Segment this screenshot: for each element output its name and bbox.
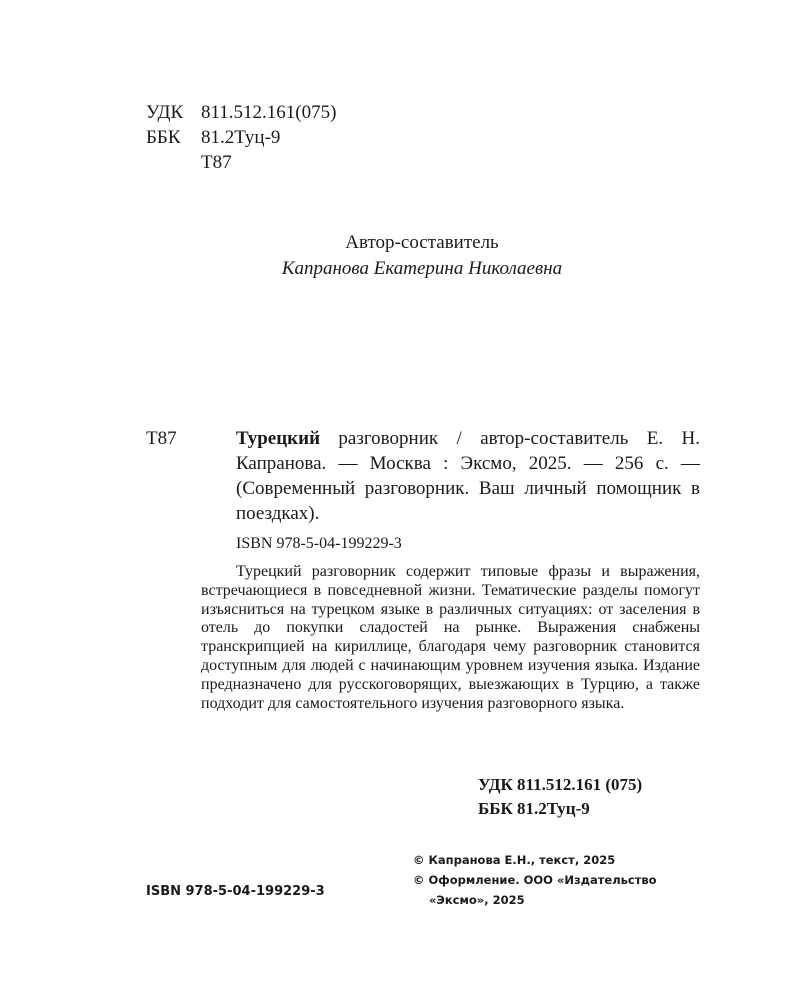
- author-mark: Т87: [201, 152, 232, 173]
- copyright-design-line: © Оформление. ООО «Издательство: [413, 873, 657, 887]
- udk-label: УДК: [146, 102, 184, 123]
- bbk-value: 81.2Туц-9: [201, 127, 281, 148]
- copyright-block: [413, 850, 713, 910]
- bibliographic-description: [236, 426, 700, 526]
- bib-description: разговорник / автор-составитель Е. Н. Капранова. — Москва : Эксмо, 2025. — 256 с. — (Современный разговорник. Ваш личный помощник в поездках).: [236, 428, 700, 524]
- bbk-label: ББК: [146, 127, 181, 148]
- bib-title: Турецкий: [236, 428, 321, 449]
- udk-bottom: УДК 811.512.161 (075): [478, 775, 643, 794]
- bbk-row: [146, 125, 336, 150]
- udk-value: 811.512.161(075): [201, 102, 337, 123]
- author-block: [0, 230, 800, 282]
- classification-block: [146, 100, 336, 175]
- udk-row: [146, 100, 336, 125]
- isbn-bottom: ISBN 978-5-04-199229-3: [146, 884, 325, 899]
- annotation-text: Турецкий разговорник содержит типовые фразы и выражения, встречающиеся в повседневной жизни. Тематические разделы помогут изъясниться на турецком языке в различных ситуациях: от заселения в отель до покупки сладостей на рынке. Выражения снабжены транскрипцией на кириллице, благодаря чему разговорник становится доступным для людей с начинающим уровнем изучения языка. Издание предназначено для русскоговорящих, выезжающих в Турцию, а также подходит для самостоятельного изучения разговорного языка.: [201, 563, 700, 712]
- classification-bottom: [478, 773, 642, 821]
- author-name: Капранова Екатерина Николаевна: [281, 258, 563, 279]
- bbk-bottom: ББК 81.2Туц-9: [478, 799, 590, 818]
- isbn-line: ISBN 978-5-04-199229-3: [236, 535, 402, 552]
- copyright-design-line-2: «Эксмо», 2025: [429, 893, 525, 907]
- copyright-text-line: © Капранова Е.Н., текст, 2025: [413, 853, 616, 867]
- author-role: Автор-составитель: [345, 232, 499, 253]
- bib-code: Т87: [146, 428, 177, 449]
- author-mark-row: [146, 150, 336, 175]
